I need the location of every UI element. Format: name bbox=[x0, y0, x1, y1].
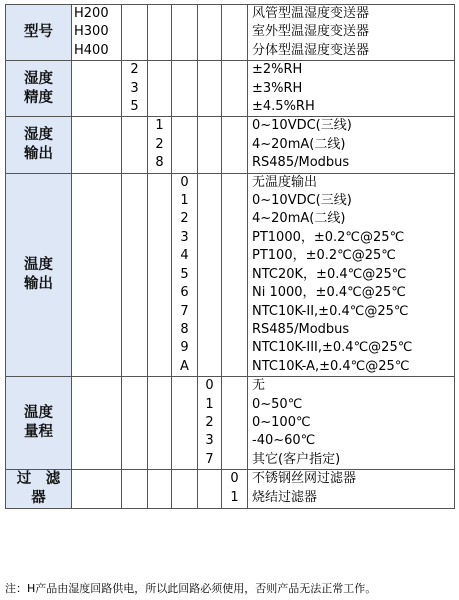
descs-temperature-range bbox=[248, 377, 455, 470]
codes-model bbox=[72, 5, 122, 61]
code: H400 bbox=[74, 42, 109, 58]
label-humidity-accuracy bbox=[6, 61, 72, 117]
code: 3 bbox=[205, 433, 214, 449]
desc: 风管型温湿度变送器 bbox=[252, 6, 370, 21]
code: 1 bbox=[155, 118, 164, 134]
row-humidity-output bbox=[6, 117, 455, 173]
label-line: 湿度 bbox=[24, 70, 53, 87]
codes-humidity-output bbox=[148, 117, 172, 173]
code: 1 bbox=[230, 489, 239, 505]
empty-cell bbox=[198, 117, 222, 173]
code: 5 bbox=[180, 266, 189, 282]
row-humidity-accuracy bbox=[6, 61, 455, 117]
desc: 其它(客户指定) bbox=[252, 451, 341, 467]
code: 1 bbox=[180, 193, 189, 209]
code: 1 bbox=[205, 396, 214, 412]
descs-filter bbox=[248, 470, 455, 509]
desc: NTC10K-II,±0.4℃@25℃ bbox=[252, 303, 409, 319]
label-line: 温度 bbox=[24, 256, 53, 273]
row-model bbox=[6, 5, 455, 61]
empty-cell bbox=[172, 5, 198, 61]
desc: RS485/Modbus bbox=[252, 155, 350, 171]
model-selection-table bbox=[5, 4, 455, 509]
code: A bbox=[180, 358, 189, 374]
empty-cell bbox=[148, 173, 172, 376]
label-line: 量程 bbox=[24, 424, 53, 441]
code: 3 bbox=[130, 80, 139, 96]
codes-humidity-accuracy bbox=[122, 61, 148, 117]
codes-temperature-output bbox=[172, 173, 198, 376]
label-line: 湿度 bbox=[24, 127, 53, 144]
empty-cell bbox=[198, 470, 222, 509]
desc: 不锈钢丝网过滤器 bbox=[252, 471, 357, 487]
desc: NTC20K，±0.4℃@25℃ bbox=[252, 266, 407, 282]
desc: 无 bbox=[252, 378, 266, 394]
empty-cell bbox=[172, 61, 198, 117]
label-filter bbox=[6, 470, 72, 509]
empty-cell bbox=[72, 117, 122, 173]
row-temperature-range bbox=[6, 377, 455, 470]
desc: 0~10VDC(三线) bbox=[252, 193, 352, 209]
code: 2 bbox=[155, 136, 164, 152]
desc: 无温度输出 bbox=[252, 174, 318, 190]
empty-cell bbox=[122, 173, 148, 376]
code: 6 bbox=[180, 285, 189, 301]
desc: -40~60℃ bbox=[252, 433, 316, 449]
code: 7 bbox=[205, 451, 214, 467]
codes-temperature-range bbox=[198, 377, 222, 470]
desc: 0~100℃ bbox=[252, 414, 311, 430]
code: 5 bbox=[130, 99, 139, 115]
desc: 分体型温湿度变送器 bbox=[252, 42, 370, 58]
empty-cell bbox=[148, 377, 172, 470]
desc: NTC10K-III,±0.4℃@25℃ bbox=[252, 340, 413, 356]
desc: ±4.5%RH bbox=[252, 99, 315, 115]
desc: 4~20mA(二线) bbox=[252, 211, 346, 227]
empty-cell bbox=[198, 173, 222, 376]
empty-cell bbox=[222, 61, 248, 117]
label-line: 型号 bbox=[24, 24, 53, 41]
empty-cell bbox=[122, 5, 148, 61]
empty-cell bbox=[72, 173, 122, 376]
desc: PT100，±0.2℃@25℃ bbox=[252, 248, 396, 264]
code: 0 bbox=[230, 471, 239, 487]
label-temperature-range bbox=[6, 377, 72, 470]
code: 4 bbox=[180, 248, 189, 264]
desc: RS485/Modbus bbox=[252, 321, 350, 337]
row-filter bbox=[6, 470, 455, 509]
label-model bbox=[6, 5, 72, 61]
desc: 4~20mA(二线) bbox=[252, 136, 346, 152]
label-line: 输出 bbox=[24, 275, 53, 292]
descs-temperature-output bbox=[248, 173, 455, 376]
empty-cell bbox=[222, 5, 248, 61]
code: 0 bbox=[180, 174, 189, 190]
row-temperature-output bbox=[6, 173, 455, 376]
descs-model bbox=[248, 5, 455, 61]
desc: 0~50℃ bbox=[252, 396, 303, 412]
empty-cell bbox=[148, 5, 172, 61]
codes-filter bbox=[222, 470, 248, 509]
empty-cell bbox=[222, 377, 248, 470]
empty-cell bbox=[72, 470, 122, 509]
code: H200 bbox=[74, 6, 109, 21]
desc: 烧结过滤器 bbox=[252, 489, 318, 505]
label-temperature-output bbox=[6, 173, 72, 376]
code: 2 bbox=[180, 211, 189, 227]
empty-cell bbox=[72, 377, 122, 470]
label-line: 温度 bbox=[24, 405, 53, 422]
code: H300 bbox=[74, 24, 109, 40]
empty-cell bbox=[122, 470, 148, 509]
code: 8 bbox=[180, 321, 189, 337]
code: 2 bbox=[205, 414, 214, 430]
desc: ±2%RH bbox=[252, 62, 303, 78]
descs-humidity-accuracy bbox=[248, 61, 455, 117]
code: 3 bbox=[180, 229, 189, 245]
desc: 室外型温湿度变送器 bbox=[252, 24, 370, 40]
empty-cell bbox=[72, 61, 122, 117]
desc: PT1000，±0.2℃@25℃ bbox=[252, 229, 405, 245]
code: 7 bbox=[180, 303, 189, 319]
desc: NTC10K-A,±0.4℃@25℃ bbox=[252, 358, 410, 374]
desc: ±3%RH bbox=[252, 80, 303, 96]
empty-cell bbox=[222, 117, 248, 173]
code: 9 bbox=[180, 340, 189, 356]
empty-cell bbox=[198, 61, 222, 117]
descs-humidity-output bbox=[248, 117, 455, 173]
empty-cell bbox=[122, 117, 148, 173]
label-line: 器 bbox=[31, 490, 46, 507]
empty-cell bbox=[172, 377, 198, 470]
code: 0 bbox=[205, 378, 214, 394]
code: 8 bbox=[155, 155, 164, 171]
empty-cell bbox=[172, 470, 198, 509]
label-humidity-output bbox=[6, 117, 72, 173]
empty-cell bbox=[148, 470, 172, 509]
label-line: 精度 bbox=[24, 89, 53, 106]
empty-cell bbox=[198, 5, 222, 61]
empty-cell bbox=[122, 377, 148, 470]
label-line: 过 滤 bbox=[16, 471, 61, 488]
desc: Ni 1000，±0.4℃@25℃ bbox=[252, 285, 406, 301]
desc: 0~10VDC(三线) bbox=[252, 118, 352, 134]
label-line: 输出 bbox=[24, 146, 53, 163]
empty-cell bbox=[148, 61, 172, 117]
footnote: 注：H产品由湿度回路供电，所以此回路必须使用，否则产品无法正常工作。 bbox=[5, 582, 377, 595]
empty-cell bbox=[172, 117, 198, 173]
code: 2 bbox=[130, 62, 139, 78]
empty-cell bbox=[222, 173, 248, 376]
